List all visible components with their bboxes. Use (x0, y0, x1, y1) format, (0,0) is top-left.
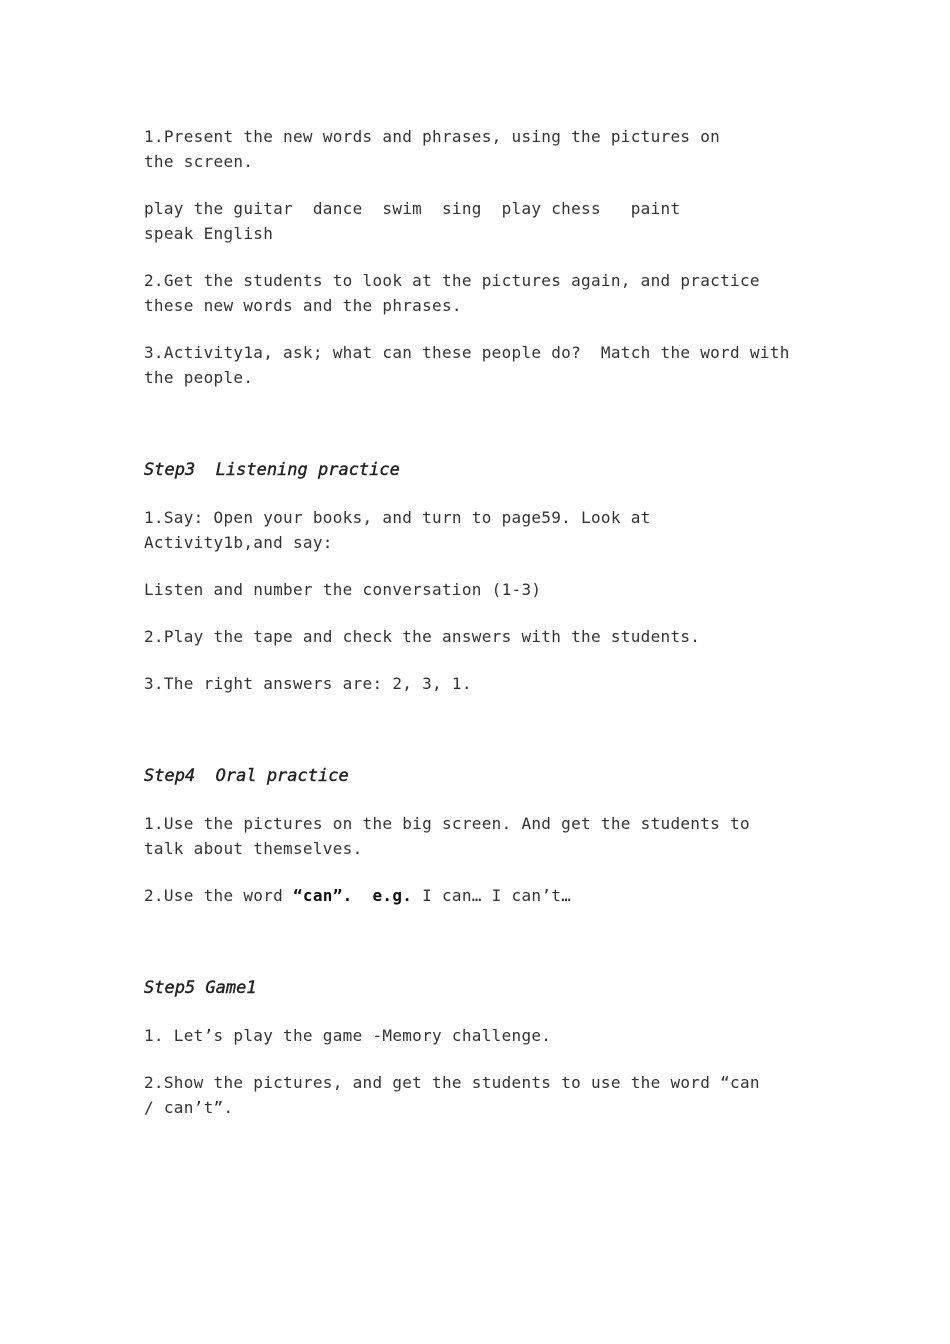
step5-heading: Step5 Game1 (144, 978, 257, 998)
step4-item-2 (144, 883, 814, 908)
step5-item-1: 1. Let’s play the game -Memory challenge. (144, 1026, 552, 1045)
step3-line-2: Listen and number the conversation (1-3) (144, 580, 542, 599)
step3-heading: Step3 Listening practice (144, 460, 400, 480)
step3-item-1: 1.Say: Open your books, and turn to page59. Look at Activity1b,and say: (144, 508, 661, 552)
step4-item-2-prefix: 2.Use the word (144, 886, 293, 905)
intro-item-3: 3.Activity1a, ask; what can these people do? Match the word with the people. (144, 343, 800, 387)
document-page (144, 124, 814, 1120)
step3-item-3: 3.The right answers are: 2, 3, 1. (144, 674, 472, 693)
step5-item-2: 2.Show the pictures, and get the students to use the word “can / can’t”. (144, 1073, 770, 1117)
intro-item-1: 1.Present the new words and phrases, using the pictures on the screen. (144, 127, 731, 171)
step3-item-2: 2.Play the tape and check the answers with the students. (144, 627, 701, 646)
step4-heading: Step4 Oral practice (144, 766, 349, 786)
step4-item-1: 1.Use the pictures on the big screen. And get the students to talk about themselves. (144, 814, 760, 858)
step4-item-2-suffix: I can… I can’t… (412, 886, 572, 905)
step4-item-2-bold: “can”. e.g. (293, 886, 413, 905)
intro-item-2: 2.Get the students to look at the pictures again, and practice these new words and the phrases. (144, 271, 770, 315)
intro-phrases: play the guitar dance swim sing play chess paint speak English (144, 199, 711, 243)
